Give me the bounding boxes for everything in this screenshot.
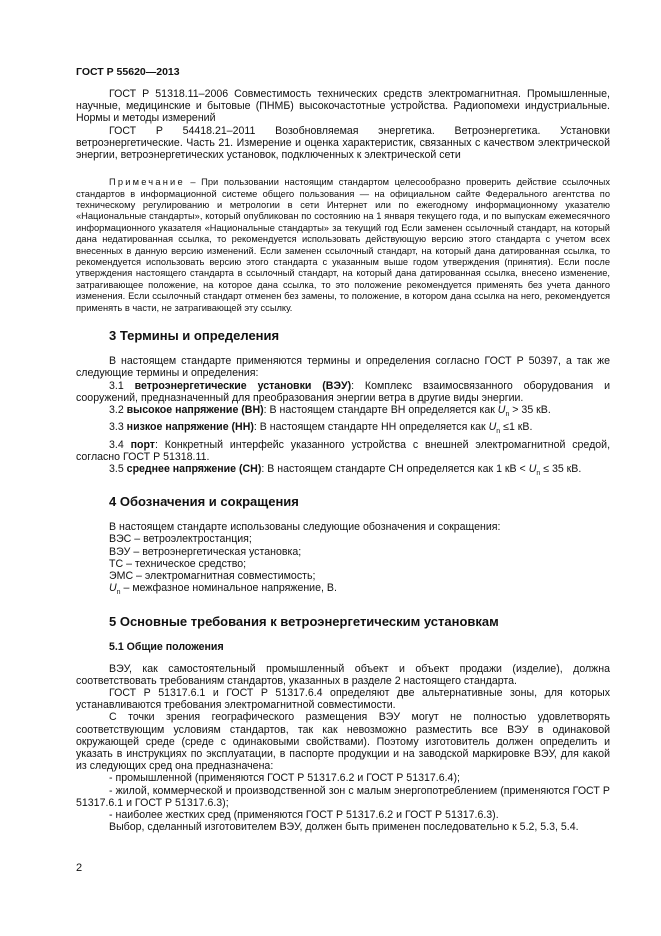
abbreviation-item: ЭМС – электромагнитная совместимость;: [109, 570, 316, 583]
list-item: - промышленной (применяются ГОСТ Р 51317.6.2 и ГОСТ Р 51317.6.4);: [109, 772, 460, 785]
term-3-2: 3.2 высокое напряжение (ВН): В настоящем стандарте ВН определяется как $U_n > 35$ кВ.: [109, 403, 551, 419]
normative-references: [76, 88, 610, 161]
term-name: высокое напряжение (ВН): [126, 403, 264, 416]
reference-item: ГОСТ Р 51318.11–2006 Совместимость технических средств электромагнитная. Промышленные, научные, медицинские и бытовые (ПНМБ) высокочастотные устройства. Радиопомехи индустриальные. Нормы и методы измерений: [76, 88, 610, 125]
section-3-intro: В настоящем стандарте применяются термины и определения согласно ГОСТ Р 50397, а так же следующие термины и определения:: [76, 355, 610, 380]
paragraph: С точки зрения географического размещения ВЭУ могут не полностью удовлетворять соответствующим условиям стандартов, так как невозможно разместить все ВЭУ в одинаковой окружающей среде (среде с одинаковыми свойствами). Поэтому изготовитель должен определить и указать в инструкциях по эксплуатации, в паспорте продукции и на заводской маркировке ВЭУ, для какой из следующих сред она предназначена:: [76, 711, 610, 773]
abbreviation-item: ВЭС – ветроэлектростанция;: [109, 533, 252, 546]
term-3-1: 3.1 ветроэнергетические установки (ВЭУ): Комплекс взаимосвязанного оборудования и сооружений, предназначенный для преобразования энергии ветра в другие виды энергии.: [76, 379, 610, 404]
reference-item: ГОСТ Р 54418.21–2011 Возобновляемая энергетика. Ветроэнергетика. Установки ветроэнергетические. Часть 21. Измерение и оценка характеристик, связанных с качеством электрической энергии, ветроэнергетических установок, подключенных к электрической сети: [76, 124, 610, 162]
abbreviation-item: $U_n$ – межфазное номинальное напряжение, В.: [109, 582, 337, 597]
note-paragraph: [76, 177, 610, 314]
page-number: 2: [76, 862, 83, 874]
list-item: - жилой, коммерческой и производственной зон с малым энергопотреблением (применяются ГОСТ Р 51317.6.1 и ГОСТ Р 51317.6.3);: [76, 784, 610, 809]
subsection-5-1-title: 5.1 Общие положения: [109, 640, 224, 653]
term-name: ветроэнергетические установки (ВЭУ): [134, 379, 352, 392]
page-content: [76, 88, 610, 833]
term-name: порт: [130, 438, 155, 451]
term-3-5: 3.5 среднее напряжение (СН): В настоящем стандарте СН определяется как 1 кВ < $U_n \le 35$ кВ.: [109, 462, 582, 478]
section-4-title: 4 Обозначения и сокращения: [109, 494, 299, 510]
list-item: - наиболее жестких сред (применяются ГОСТ Р 51317.6.2 и ГОСТ Р 51317.6.3).: [109, 809, 499, 822]
note-block: [76, 177, 610, 314]
term-3-4: 3.4 порт: Конкретный интерфейс указанного устройства с внешней электромагнитной средой, согласно ГОСТ Р 51318.11.: [76, 438, 611, 463]
note-text: – При пользовании настоящим стандартом целесообразно проверить действие ссылочных стандартов в информационной системе общего пользования — на официальном сайте Федерального агентства по техническому регулированию и метрологии в сети Интернет или по ежегодному информационному указателю «Национальные стандарты», который опубликован по состоянию на 1 января текущего года, и по выпускам ежемесячного информационного указателя «Национальные стандарты» за текущий год Если заменен ссылочный стандарт, на который дана недатированная ссылка, то рекомендуется использовать действующую версию этого стандарта с учетом всех внесенных в данную версию изменений. Если заменен ссылочный стандарт, на который дана датированная ссылка, то рекомендуется использовать версию этого стандарта с указанным выше годом утверждения (принятия). Если после утверждения настоящего стандарта в ссылочный стандарт, на который дана датированная ссылка, внесено изменение, затрагивающее положение, на которое дана ссылка, то это положение рекомендуется применять без учета данного изменения. Если ссылочный стандарт отменен без замены, то положение, в котором дана ссылка на него, рекомендуется применять в части, не затрагивающей эту ссылку.: [76, 177, 610, 313]
paragraph: ГОСТ Р 51317.6.1 и ГОСТ Р 51317.6.4 определяют две альтернативные зоны, для которых устанавливаются требования электромагнитной совместимости.: [76, 686, 610, 712]
abbreviation-item: ВЭУ – ветроэнергетическая установка;: [109, 545, 302, 558]
term-name: низкое напряжение (НН): [126, 421, 254, 434]
paragraph: ВЭУ, как самостоятельный промышленный объект и объект продажи (изделие), должна соответствовать требованиям стандартов, указанных в разделе 2 настоящего стандарта.: [76, 662, 610, 687]
section-3-title: 3 Термины и определения: [109, 328, 280, 344]
section-4-intro: В настоящем стандарте использованы следующие обозначения и сокращения:: [109, 521, 501, 534]
note-label: Примечание: [109, 177, 185, 188]
term-name: среднее напряжение (СН): [126, 462, 262, 475]
term-3-3: 3.3 низкое напряжение (НН): В настоящем стандарте НН определяется как $U_n \le 1$ кВ.: [109, 421, 533, 436]
abbreviation-item: ТС – техническое средство;: [109, 557, 247, 570]
section-5-title: 5 Основные требования к ветроэнергетическим установкам: [109, 613, 499, 629]
document-header: ГОСТ Р 55620—2013: [76, 66, 180, 78]
paragraph: Выбор, сделанный изготовителем ВЭУ, должен быть применен последовательно к 5.2, 5.3, 5.4.: [109, 821, 579, 834]
